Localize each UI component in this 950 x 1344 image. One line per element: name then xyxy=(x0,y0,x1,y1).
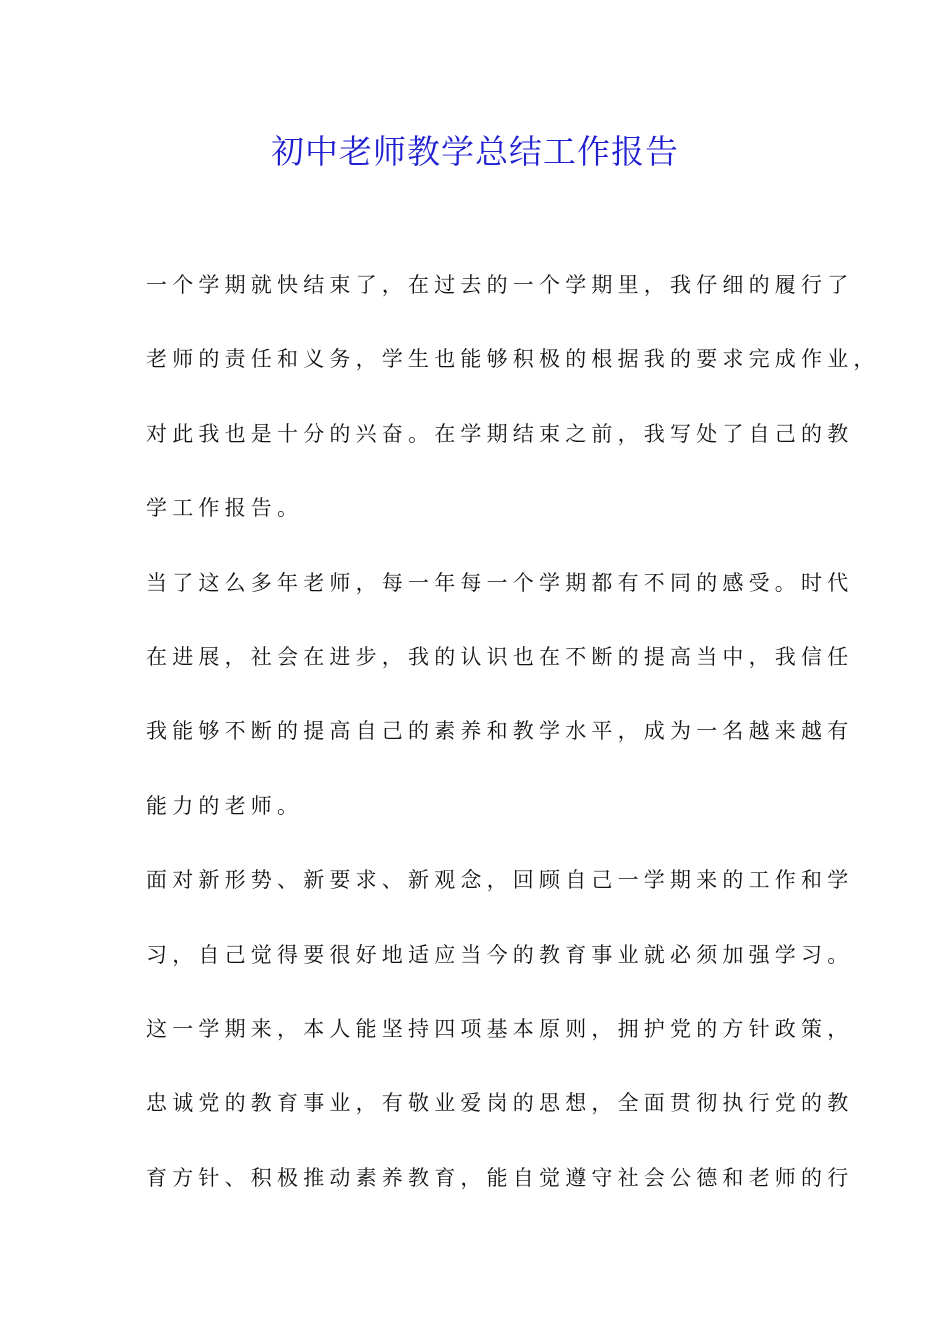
body-line: 在进展，社会在进步，我的认识也在不断的提高当中，我信任 xyxy=(146,644,854,669)
body-line: 习，自己觉得要很好地适应当今的教育事业就必须加强学习。 xyxy=(146,942,854,967)
body-line: 学工作报告。 xyxy=(146,496,304,521)
body-line: 这一学期来，本人能坚持四项基本原则，拥护党的方针政策， xyxy=(146,1016,854,1041)
document-title: 初中老师教学总结工作报告 xyxy=(271,132,679,171)
body-line: 我能够不断的提高自己的素养和教学水平，成为一名越来越有 xyxy=(146,719,854,744)
body-line: 对此我也是十分的兴奋。在学期结束之前，我写处了自己的教 xyxy=(146,421,854,446)
body-line: 育方针、积极推动素养教育，能自觉遵守社会公德和老师的行 xyxy=(146,1165,854,1190)
body-line: 一个学期就快结束了，在过去的一个学期里，我仔细的履行了 xyxy=(146,273,854,297)
body-line: 能力的老师。 xyxy=(146,793,304,818)
document-body xyxy=(146,263,880,1230)
body-line: 忠诚党的教育事业，有敬业爱岗的思想，全面贯彻执行党的教 xyxy=(146,1091,854,1116)
body-line: 老师的责任和义务，学生也能够积极的根据我的要求完成作业， xyxy=(146,347,880,372)
body-line: 面对新形势、新要求、新观念，回顾自己一学期来的工作和学 xyxy=(146,868,854,893)
body-line: 当了这么多年老师，每一年每一个学期都有不同的感受。时代 xyxy=(146,570,854,595)
